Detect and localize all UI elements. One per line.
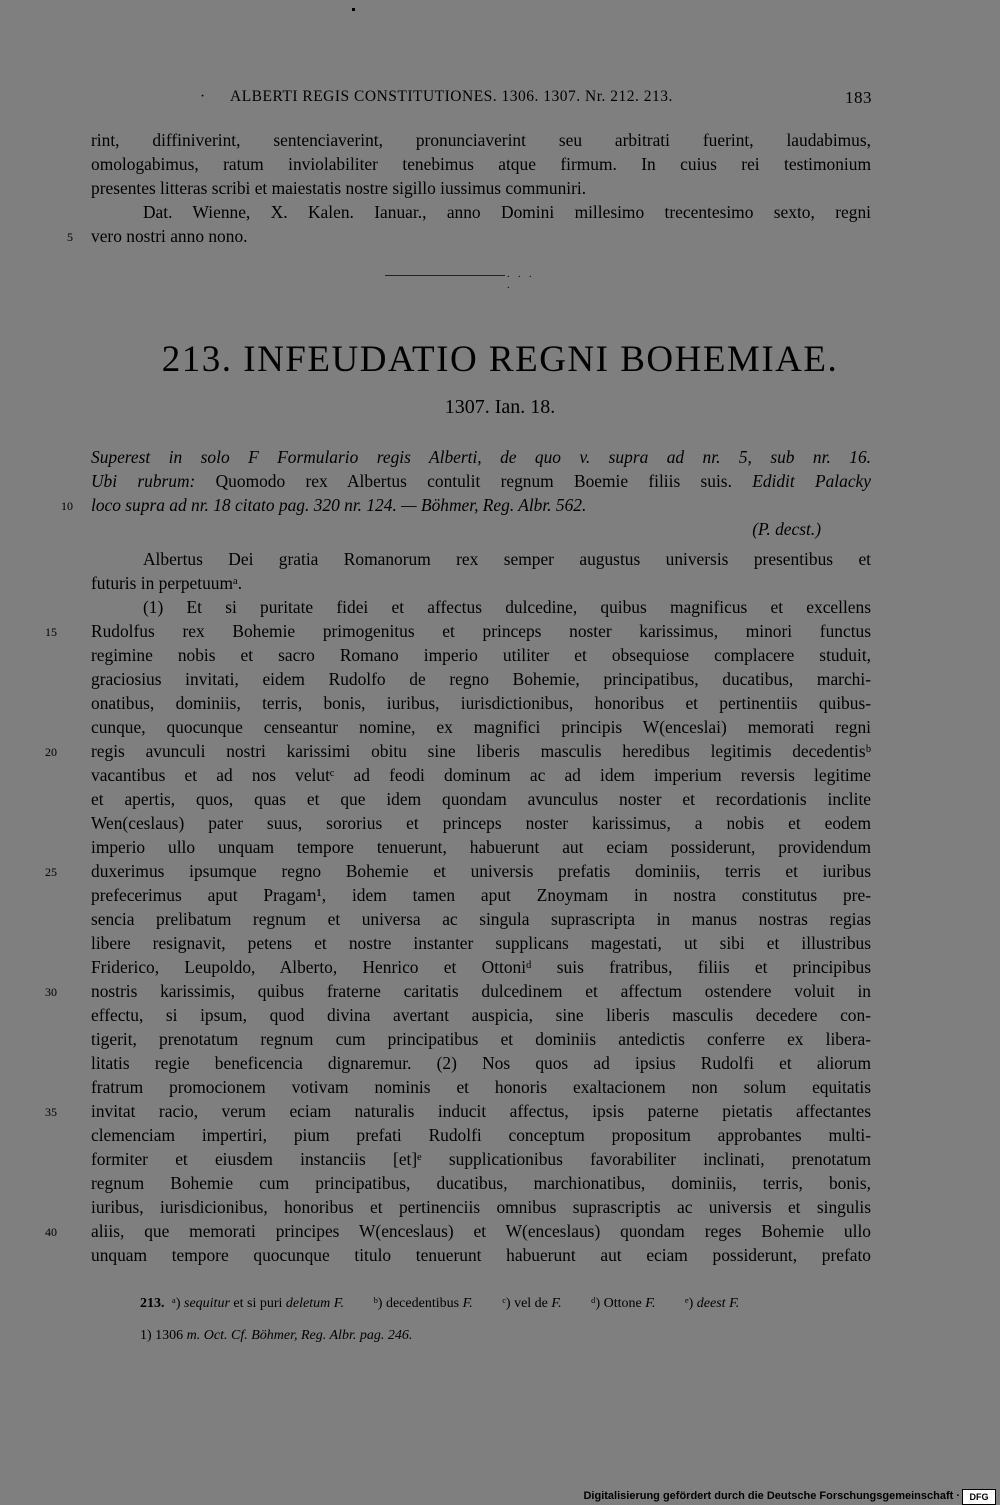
line-text: regis avunculi nostri karissimi obitu sine liberis masculis heredibus legitimis decedentisᵇ: [91, 741, 871, 761]
text-line: [45, 1219, 871, 1243]
line-text: regnum Bohemie cum principatibus, ducatibus, marchionatibus, dominiis, terris, bonis,: [91, 1173, 871, 1193]
text-line: [91, 955, 871, 979]
line-text: presentes litteras scribi et maiestatis nostre sigillo iussimus communiri.: [91, 178, 587, 198]
line-text: omologabimus, ratum inviolabiliter tenebimus atque firmum. In cuius rei testimonium: [91, 154, 871, 174]
line-number: 30: [45, 985, 57, 999]
line-text: fratrum promocionem votivam nominis et honoris exaltacionem non solum equitatis: [91, 1077, 871, 1097]
text-line: [91, 595, 871, 619]
text-line: [91, 643, 871, 667]
line-text: nostris karissimis, quibus fraterne caritatis dulcedinem et affectum ostendere voluit in: [91, 981, 871, 1001]
note-a-mark: ᵃ): [172, 1296, 181, 1311]
note-d-text: Ottone: [600, 1296, 646, 1311]
text-line: [91, 667, 871, 691]
text-line: [91, 1243, 871, 1267]
text-line: [91, 547, 871, 571]
footnote-number: 1): [140, 1328, 152, 1343]
line-text: vacantibus et ad nos velutᶜ ad feodi dominum ac ad idem imperium reversis legitime: [91, 765, 871, 785]
text-line: [91, 128, 871, 152]
running-header: [90, 88, 872, 114]
note-c-mark: ᶜ): [502, 1296, 511, 1311]
line-text: clemenciam impertiri, pium prefati Rudolfi conceptum propositum approbantes multi-: [91, 1125, 871, 1145]
line-text: litatis regie beneficencia dignaremur. (2) Nos quos ad ipsius Rudolfi et aliorum: [91, 1053, 871, 1073]
line-number: 15: [45, 625, 57, 639]
note-e-mark: ᵉ): [685, 1296, 694, 1311]
line-text: Friderico, Leupoldo, Alberto, Henrico et Ottoniᵈ suis fratribus, filiis et principibus: [91, 957, 871, 977]
line-text: iuribus, iurisdicionibus, honoribus et pertinenciis omnibus suprascriptis ac universis et singulis: [91, 1197, 871, 1217]
critical-apparatus: [140, 1294, 871, 1346]
line-text: libere resignavit, petens et nostre instanter supplicans magestati, ut sibi et illustribus: [91, 933, 871, 953]
line-text: vero nostri anno nono.: [91, 226, 248, 246]
line-text: duxerimus ipsumque regno Bohemie et universis prefatis dominiis, terris et iuribus: [91, 861, 871, 881]
source-line-2: [91, 469, 871, 493]
document-body: [45, 547, 871, 1267]
line-text: (1) Et si puritate fidei et affectus dulcedine, quibus magnificus et excellens: [143, 597, 871, 617]
note-doc-number: 213.: [140, 1296, 165, 1311]
text-line: [91, 931, 871, 955]
source-line-3: [61, 493, 871, 517]
dfg-logo: DFG: [962, 1489, 996, 1505]
footnote-text: m. Oct. Cf. Böhmer, Reg. Albr. pag. 246.: [186, 1328, 413, 1343]
text-line: [91, 1003, 871, 1027]
line-text: et apertis, quos, quas et que idem quondam avunculus noster et recordationis inclite: [91, 789, 871, 809]
text-line: [45, 619, 871, 643]
note-a-source: deletum F.: [285, 1296, 344, 1311]
running-title: ALBERTI REGIS CONSTITUTIONES. 1306. 1307. Nr. 212. 213.: [230, 88, 673, 105]
source-edition: Edidit Palacky: [731, 471, 871, 491]
text-line: [91, 152, 871, 176]
line-text: aliis, que memorati principes W(enceslaus) et W(enceslaus) quondam reges Bohemie ullo: [91, 1221, 871, 1241]
footnote-year: 1306: [151, 1328, 187, 1343]
line-number: 20: [45, 745, 57, 759]
source-line-4: (P. decst.): [752, 519, 821, 539]
text-line: [67, 224, 871, 248]
footnote-1: [140, 1326, 871, 1346]
line-text: invitat racio, verum eciam naturalis inducit affectus, ipsis paterne pietatis affectantes: [91, 1101, 871, 1121]
separator-rule: [385, 275, 505, 276]
note-a-text: et si puri: [229, 1296, 286, 1311]
scan-speck: [352, 8, 355, 11]
document-title: 213. INFEUDATIO REGNI BOHEMIAE.: [161, 339, 839, 380]
line-number: 25: [45, 865, 57, 879]
line-text: effectu, si ipsum, quod divina avertant auspicia, sine liberis masculis decedere con-: [91, 1005, 871, 1025]
text-line: [91, 811, 871, 835]
line-text: prefecerimus aput Pragam¹, idem tamen aput Znoymam in nostra constitutus pre-: [91, 885, 871, 905]
credit-text: Digitalisierung gefördert durch die Deutsche Forschungsgemeinschaft ·: [583, 1490, 960, 1502]
source-rubric-label: Ubi rubrum:: [91, 471, 196, 491]
line-number: 35: [45, 1105, 57, 1119]
source-rubric-text: Quomodo rex Albertus contulit regnum Boemie filiis suis.: [195, 471, 732, 491]
line-text: onatibus, dominiis, terris, bonis, iuribus, iurisdictionibus, honoribus et pertinentiis quibus-: [91, 693, 871, 713]
text-line: [91, 1051, 871, 1075]
text-line: [91, 907, 871, 931]
note-b-mark: ᵇ): [373, 1296, 383, 1311]
line-text: Albertus Dei gratia Romanorum rex semper augustus universis presentibus et: [143, 549, 871, 569]
text-line: [91, 1075, 871, 1099]
text-line: [45, 859, 871, 883]
line-text: Wen(ceslaus) pater suus, sororius et princeps noster karissimus, a nobis et eodem: [91, 813, 871, 833]
line-number: 40: [45, 1225, 57, 1239]
text-line: [91, 691, 871, 715]
separator-dots: . . . .: [507, 269, 535, 291]
line-text: cunque, quocunque censeantur nomine, ex magnifici principis W(enceslai) memorati regni: [91, 717, 871, 737]
section-separator: [385, 269, 535, 291]
text-line: [91, 200, 871, 224]
line-text: imperio ullo unquam tempore tenuerunt, habuerunt aut eciam possiderunt, providendum: [91, 837, 871, 857]
line-text: futuris in perpetuumᵃ.: [91, 573, 243, 593]
line-text: Dat. Wienne, X. Kalen. Ianuar., anno Domini millesimo trecentesimo sexto, regni: [143, 202, 871, 222]
note-e-text: deest F.: [696, 1296, 740, 1311]
text-line: [91, 715, 871, 739]
previous-document-text: [67, 128, 871, 248]
source-note: [61, 445, 871, 541]
text-line: [91, 1123, 871, 1147]
text-line: [91, 1195, 871, 1219]
line-text: tigerit, prenotatum regnum cum principatibus et dominiis antedictis conferre ex libera-: [91, 1029, 871, 1049]
text-line: [91, 883, 871, 907]
note-b-source: F.: [462, 1296, 473, 1311]
note-d-mark: ᵈ): [591, 1296, 601, 1311]
line-text: unquam tempore quocunque titulo tenuerunt habuerunt aut eciam possiderunt, prefato: [91, 1245, 871, 1265]
text-line: [45, 739, 871, 763]
text-line: [45, 1099, 871, 1123]
line-number: 5: [67, 230, 73, 244]
line-number: 10: [61, 499, 73, 513]
line-text: formiter et eiusdem instanciis [et]ᵉ supplicationibus favorabiliter inclinati, prenotatum: [91, 1149, 871, 1169]
note-b-text: decedentibus: [382, 1296, 463, 1311]
line-text: graciosius invitati, eidem Rudolfo de regno Bohemie, principatibus, ducatibus, marchi-: [91, 669, 871, 689]
line-text: regimine nobis et sacro Romano imperio utiliter et obsequiose complacere studuit,: [91, 645, 871, 665]
text-line: [91, 1147, 871, 1171]
line-text: rint, diffiniverint, sentenciaverint, pronunciaverint seu arbitrati fuerint, laudabimus,: [91, 130, 871, 150]
digitization-credit: [0, 1488, 1000, 1505]
page-number: 183: [845, 88, 872, 107]
text-line: [91, 176, 871, 200]
text-line: [91, 1027, 871, 1051]
text-line: [91, 835, 871, 859]
text-line: [91, 763, 871, 787]
line-text: Rudolfus rex Bohemie primogenitus et princeps noster karissimus, minori functus: [91, 621, 871, 641]
note-d-source: F.: [645, 1296, 656, 1311]
note-c-text: vel de: [510, 1296, 552, 1311]
text-line: [91, 787, 871, 811]
source-line-3-text: loco supra ad nr. 18 citato pag. 320 nr. 124. — Böhmer, Reg. Albr. 562.: [91, 495, 587, 515]
variant-notes: [140, 1294, 871, 1314]
text-line: [45, 979, 871, 1003]
line-text: sencia prelibatum regnum et universa ac singula suprascripta in manus nostras regias: [91, 909, 871, 929]
header-dot: ·: [200, 88, 206, 105]
note-a-ital: sequitur: [184, 1296, 230, 1311]
document-date: 1307. Ian. 18.: [444, 396, 556, 418]
note-c-source: F.: [551, 1296, 562, 1311]
source-line-1: Superest in solo F Formulario regis Alberti, de quo v. supra ad nr. 5, sub nr. 16.: [91, 447, 871, 467]
text-line: [91, 1171, 871, 1195]
text-line: [91, 571, 871, 595]
